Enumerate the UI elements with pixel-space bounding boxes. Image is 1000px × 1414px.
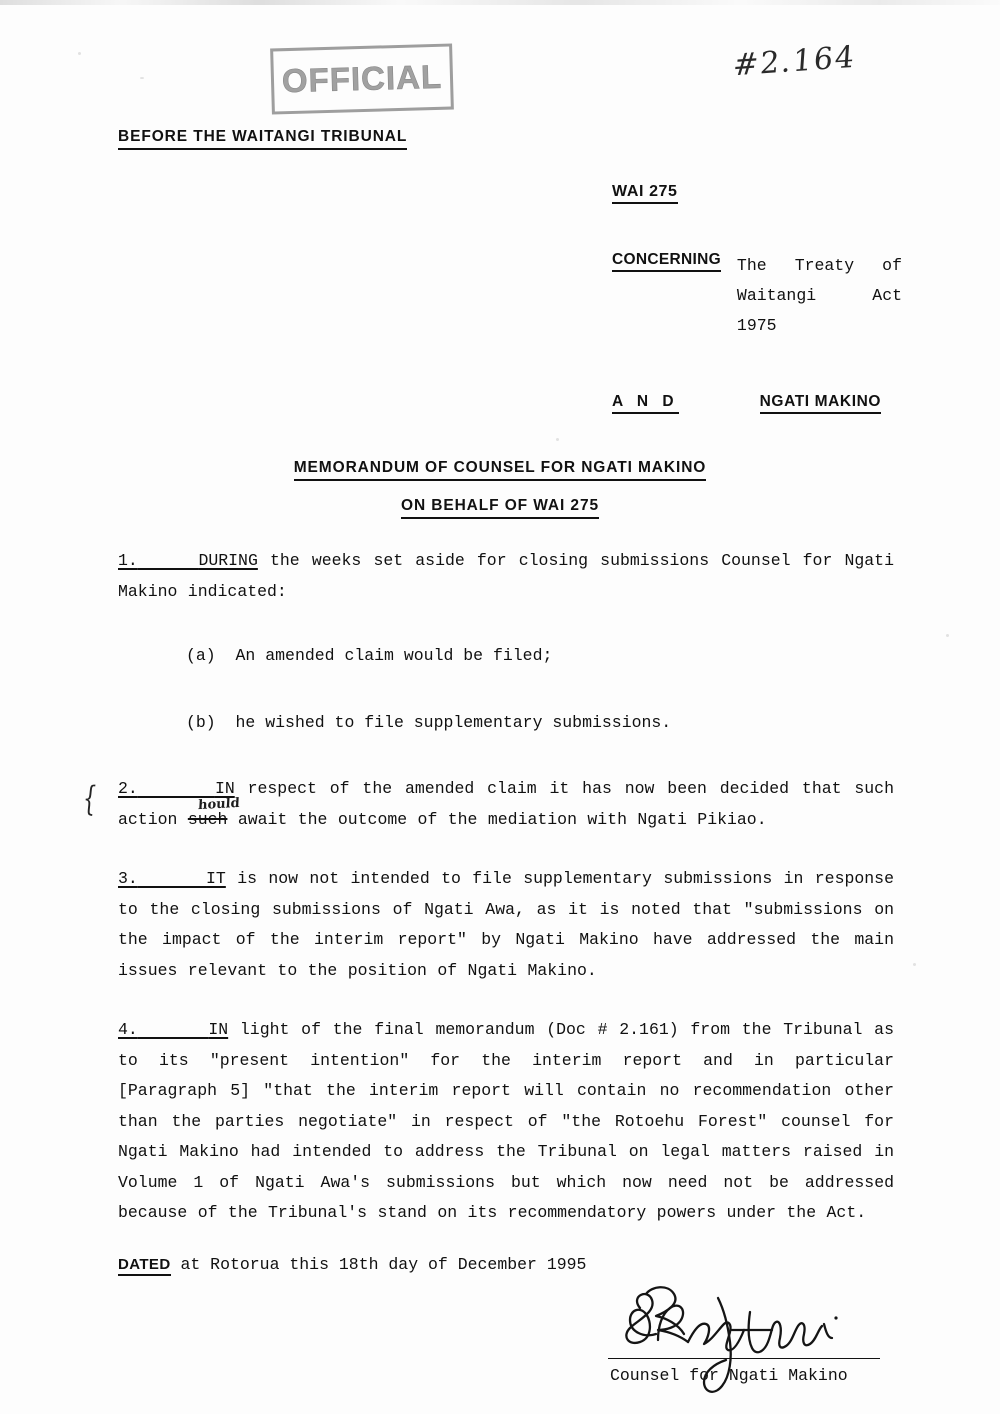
concerning-value: The Treaty of Waitangi Act 1975: [736, 256, 902, 335]
scan-speck: [946, 634, 949, 637]
case-number: WAI 275: [612, 183, 678, 204]
paragraph-4-lead: 4. IN: [118, 1020, 229, 1039]
paragraph-3-lead: 3. IT: [118, 869, 226, 888]
scan-speck: [78, 52, 81, 55]
paragraph-1-text: the weeks set aside for closing submissions Counsel for Ngati Makino indicated:: [118, 551, 894, 601]
struck-word: such: [187, 809, 228, 829]
scan-speck: [556, 438, 559, 441]
and-party-row: [612, 393, 902, 414]
scan-speck: [140, 77, 144, 79]
paragraph-4-text: light of the final memorandum (Doc # 2.161) from the Tribunal as to its "present intention" for the interim report and in particular [Paragraph 5] "that the interim report will contain no recommendation other than the parties negotiate" in respect of "the Rotoehu Forest" counsel for Ngati Makino had intended to address the Tribunal on legal matters raised in Volume 1 of Ngati Awa's submissions but which now need not be addressed because of the Tribunal's stand on its recommendatory powers under the Act.: [118, 1020, 894, 1222]
paragraph-1: [118, 546, 894, 607]
paragraph-3: [118, 864, 894, 986]
concerning-row: [612, 251, 902, 341]
paragraph-2-lead: 2. IN: [118, 779, 235, 798]
paragraph-3-text: is now not intended to file supplementary submissions in response to the closing submissions of Ngati Awa, as it is noted that "submissions on the impact of the interim report" by Ngati Makino have addressed the main issues relevant to the position of Ngati Makino.: [118, 869, 894, 980]
signature-caption: Counsel for Ngati Makino: [610, 1366, 848, 1385]
dated-label: DATED: [118, 1256, 171, 1276]
scan-edge-artifact: [0, 0, 1000, 5]
concerning-label: CONCERNING: [612, 251, 721, 272]
memorandum-title-line-2: ON BEHALF OF WAI 275: [401, 497, 599, 519]
subitem-b-marker: (b): [186, 712, 216, 732]
paragraph-2-text-after: await the outcome of the mediation with Ngati Pikiao.: [227, 809, 767, 829]
margin-proofreading-mark: {: [81, 778, 99, 820]
official-stamp-text: OFFICIAL: [281, 57, 443, 100]
subitem-a-text: An amended claim would be filed;: [235, 646, 553, 665]
paragraph-4: [118, 1015, 894, 1229]
and-label: A N D: [612, 393, 679, 414]
paragraph-1-lead: 1. DURING: [118, 551, 258, 570]
handwritten-correction: hould: [197, 795, 240, 813]
handwritten-doc-number: #2.164: [731, 39, 858, 84]
official-stamp: [270, 43, 454, 114]
subitem-a: [186, 641, 894, 672]
paragraph-2-text-before: respect of the amended claim it has now been decided that such action: [118, 779, 894, 829]
scan-speck: [913, 963, 916, 966]
memorandum-title: [0, 459, 1000, 519]
dated-text: at Rotorua this 18th day of December 1995: [170, 1255, 587, 1274]
document-body: [118, 546, 894, 1258]
subitem-b: [186, 708, 894, 739]
party-name: NGATI MAKINO: [760, 393, 881, 414]
struck-word-wrapper: [187, 795, 240, 836]
memorandum-title-line-1: MEMORANDUM OF COUNSEL FOR NGATI MAKINO: [294, 459, 707, 481]
signature-rule: [608, 1358, 880, 1359]
subitem-a-marker: (a): [186, 646, 216, 665]
dated-line: [118, 1255, 586, 1274]
case-caption-block: [612, 183, 902, 414]
subitem-b-text: he wished to file supplementary submissions.: [235, 712, 672, 732]
court-header: BEFORE THE WAITANGI TRIBUNAL: [118, 128, 407, 150]
paragraph-2: [118, 774, 894, 835]
